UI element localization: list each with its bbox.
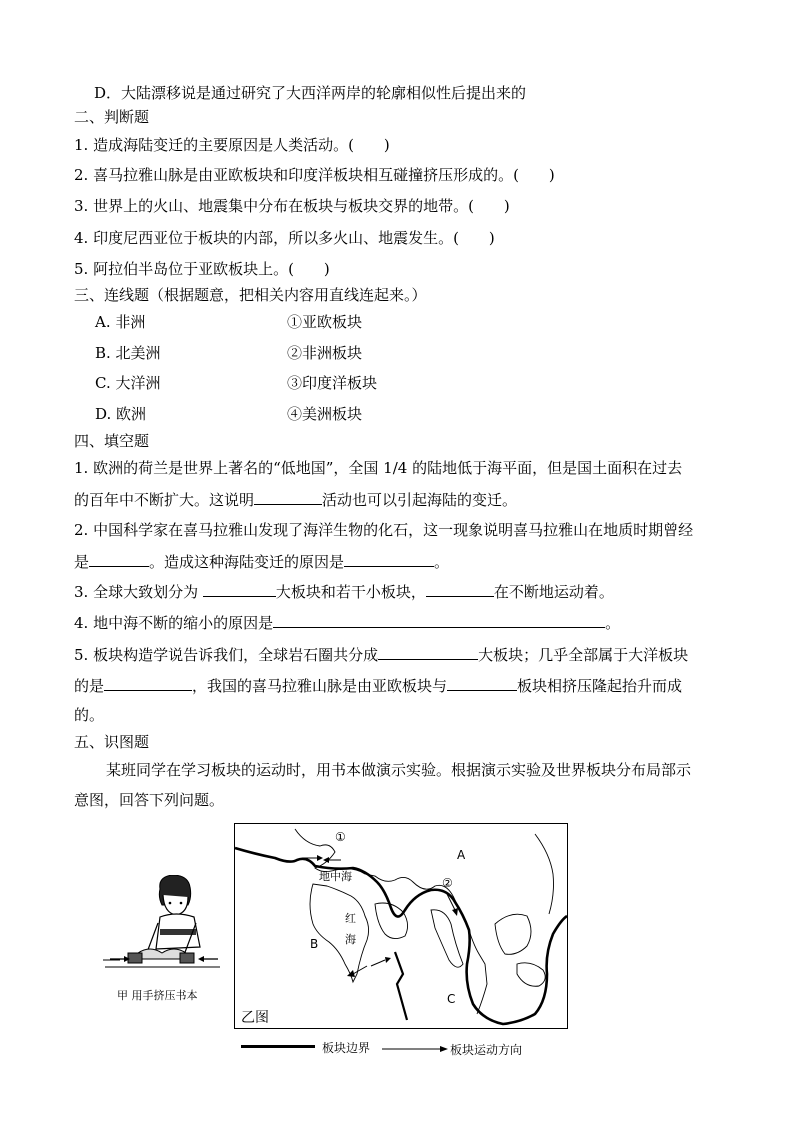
map-label-yi: 乙图 — [241, 1010, 269, 1026]
judgement-question-1: 1. 造成海陆变迁的主要原因是人类活动。( ) — [74, 136, 390, 154]
figure-question-intro-line2: 意图，回答下列问题。 — [74, 791, 225, 809]
fill-question-1-line1: 1. 欧洲的荷兰是世界上著名的“低地国”，全国 1/4 的陆地低于海平面，但是国土面积在过去 — [74, 459, 683, 477]
text-segment: 5. 板块构造学说告诉我们，全球岩石圈共分成 — [74, 646, 379, 664]
text-segment: ，我国的喜马拉雅山脉是由亚欧板块与 — [192, 677, 448, 695]
section-heading-judgement: 二、判断题 — [74, 108, 150, 126]
plate-map-drawing — [235, 824, 567, 1028]
judgement-question-4: 4. 印度尼西亚位于板块的内部，所以多火山、地震发生。( ) — [74, 229, 495, 247]
answer-blank[interactable] — [378, 644, 478, 660]
fill-question-4 — [74, 612, 620, 633]
matching-right-item: ②非洲板块 — [287, 344, 363, 362]
matching-left-item: D. 欧洲 — [95, 405, 147, 423]
matching-left-item: B. 北美洲 — [95, 344, 161, 362]
text-segment: 板块相挤压隆起抬升而成 — [517, 677, 683, 695]
answer-blank[interactable] — [89, 551, 149, 567]
fill-question-5-line2 — [74, 675, 682, 696]
matching-right-item: ①亚欧板块 — [287, 313, 363, 331]
plate-map — [234, 823, 568, 1029]
fill-question-2-line2 — [74, 551, 449, 572]
text-segment: 4. 地中海不断的缩小的原因是 — [74, 614, 274, 632]
answer-blank[interactable] — [203, 581, 276, 597]
section-heading-fill-blank: 四、填空题 — [74, 432, 150, 450]
text-segment: 的百年中不断扩大。这说明 — [74, 491, 255, 509]
matching-left-item: A. 非洲 — [95, 313, 146, 331]
fill-question-5-line3: 的。 — [74, 706, 105, 724]
fill-question-1-line2 — [74, 489, 517, 510]
answer-blank[interactable] — [254, 489, 322, 505]
fill-question-5-line1 — [74, 644, 688, 665]
judgement-question-5: 5. 阿拉伯半岛位于亚欧板块上。( ) — [74, 260, 330, 278]
judgement-question-2: 2. 喜马拉雅山脉是由亚欧板块和印度洋板块相互碰撞挤压形成的。( ) — [74, 166, 555, 184]
book-experiment-illustration — [100, 875, 230, 985]
mediterranean-label: 地中海 — [319, 870, 352, 883]
legend-direction-label: 板块运动方向 — [450, 1043, 523, 1057]
experiment-caption: 甲 用手挤压书本 — [117, 989, 198, 1002]
marker-2: ② — [442, 876, 453, 890]
text-segment: 。 — [434, 553, 450, 571]
answer-blank[interactable] — [426, 581, 494, 597]
text-segment: 大板块和若干小板块， — [275, 583, 426, 601]
text-segment: 。造成这种海陆变迁的原因是 — [149, 553, 345, 571]
fill-question-2-line1: 2. 中国科学家在喜马拉雅山发现了海洋生物的化石，这一现象说明喜马拉雅山在地质时期曾经 — [74, 521, 694, 539]
plate-label-c: C — [447, 992, 456, 1006]
text-segment: 是 — [74, 553, 90, 571]
legend-boundary-label: 板块边界 — [322, 1041, 371, 1055]
text-segment: 。 — [605, 614, 621, 632]
marker-1: ① — [335, 830, 346, 844]
fill-question-3 — [74, 581, 614, 602]
judgement-question-3: 3. 世界上的火山、地震集中分布在板块与板块交界的地带。( ) — [74, 197, 510, 215]
section-heading-figure: 五、识图题 — [74, 733, 150, 751]
matching-right-item: ③印度洋板块 — [287, 374, 378, 392]
figure-question-intro-line1: 某班同学在学习板块的运动时，用书本做演示实验。根据演示实验及世界板块分布局部示 — [106, 761, 692, 779]
matching-right-item: ④美洲板块 — [287, 405, 363, 423]
text-segment: 大板块；几乎全部属于大洋板块 — [478, 646, 689, 664]
legend-boundary-line — [241, 1045, 315, 1048]
red-sea-label-2: 海 — [345, 933, 356, 946]
plate-label-b: B — [310, 937, 319, 951]
text-segment: 在不断地运动着。 — [493, 583, 614, 601]
section-heading-matching: 三、连线题（根据题意，把相关内容用直线连起来。） — [74, 286, 427, 304]
text-segment: 活动也可以引起海陆的变迁。 — [322, 491, 518, 509]
answer-blank[interactable] — [273, 612, 605, 628]
answer-blank[interactable] — [447, 675, 517, 691]
plate-label-a: A — [457, 848, 466, 862]
text-segment: 的是 — [74, 677, 105, 695]
legend-arrow-icon — [382, 1044, 448, 1054]
matching-left-item: C. 大洋洲 — [95, 374, 161, 392]
red-sea-label-1: 红 — [345, 912, 356, 925]
answer-blank[interactable] — [104, 675, 192, 691]
choice-option-d: D．大陆漂移说是通过研究了大西洋两岸的轮廓相似性后提出来的 — [94, 84, 527, 102]
text-segment: 3. 全球大致划分为 — [74, 583, 203, 601]
answer-blank[interactable] — [344, 551, 434, 567]
